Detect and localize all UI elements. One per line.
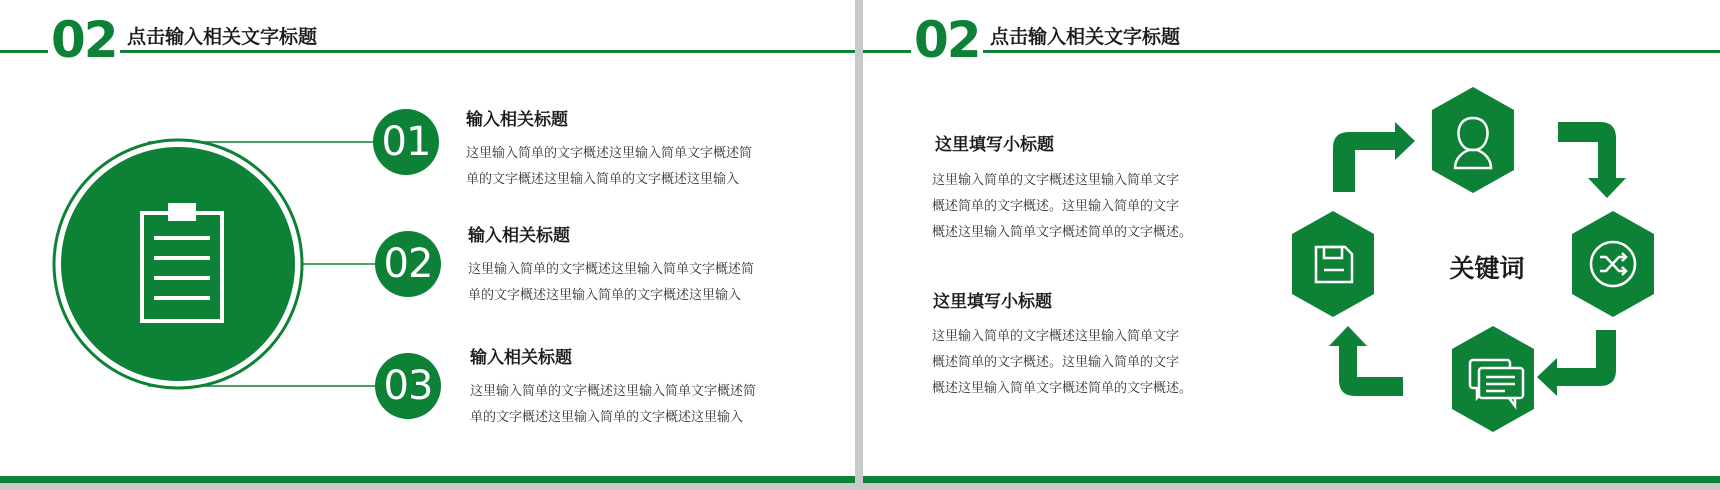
section-title: 点击输入相关文字标题 bbox=[127, 26, 318, 48]
center-circle bbox=[61, 147, 295, 381]
item-title-3: 输入相关标题 bbox=[470, 348, 572, 368]
item-number-1: 01 bbox=[381, 119, 431, 165]
right-slide bbox=[863, 0, 1720, 490]
left-slide bbox=[0, 0, 855, 490]
item-desc-3: 这里输入简单的文字概述这里输入简单文字概述简 单的文字概述这里输入简单的文字概述这里输入 bbox=[470, 384, 757, 425]
footer-bar bbox=[863, 476, 1720, 483]
arrow-top-left bbox=[1333, 122, 1415, 192]
item-title-1: 输入相关标题 bbox=[466, 110, 568, 130]
section-title: 点击输入相关文字标题 bbox=[990, 26, 1181, 48]
item-desc-2: 这里输入简单的文字概述这里输入简单文字概述简 单的文字概述这里输入简单的文字概述这里输入 bbox=[468, 262, 755, 303]
section-number: 02 bbox=[911, 8, 983, 72]
footer-base bbox=[0, 483, 855, 490]
subtitle-1: 这里填写小标题 bbox=[935, 135, 1054, 155]
footer-base bbox=[863, 483, 1720, 490]
keyword-label: 关键词 bbox=[1449, 254, 1525, 283]
item-number-3: 03 bbox=[383, 363, 433, 409]
subtitle-2: 这里填写小标题 bbox=[933, 292, 1052, 312]
item-title-2: 输入相关标题 bbox=[468, 226, 570, 246]
section-number: 02 bbox=[48, 8, 120, 72]
subtitle-desc-1: 这里输入简单的文字概述这里输入简单文字 概述简单的文字概述。这里输入简单的文字 概述这里输入简单文字概述简单的文字概述。 bbox=[932, 173, 1193, 240]
keyword-cycle bbox=[863, 0, 1720, 490]
subtitle-desc-2: 这里输入简单的文字概述这里输入简单文字 概述简单的文字概述。这里输入简单的文字 概述这里输入简单文字概述简单的文字概述。 bbox=[932, 329, 1193, 396]
arrow-bottom-left bbox=[1329, 326, 1403, 396]
hexagon-top bbox=[1432, 87, 1514, 193]
arrow-bottom-right bbox=[1537, 330, 1616, 396]
arrow-top-right bbox=[1558, 122, 1626, 198]
hexagon-left bbox=[1292, 211, 1374, 317]
item-number-2: 02 bbox=[383, 241, 433, 287]
footer-bar bbox=[0, 476, 855, 483]
item-desc-1: 这里输入简单的文字概述这里输入简单文字概述简 单的文字概述这里输入简单的文字概述这里输入 bbox=[466, 146, 753, 187]
